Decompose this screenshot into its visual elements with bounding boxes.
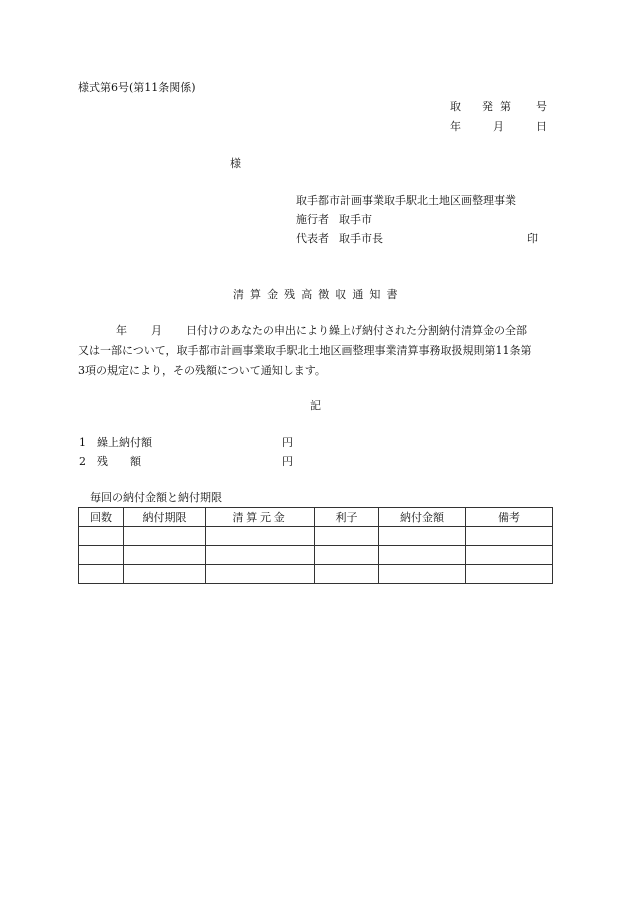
item-unit: 円 [282,455,293,468]
sender-executor [296,213,372,226]
sender-representative [296,232,383,245]
date-month: 月 [493,120,504,133]
schedule-caption: 毎回の納付金額と納付期限 [90,491,222,504]
body-line-3: 3項の規定により，その残額について通知します。 [78,364,326,377]
header-payment-deadline: 納付期限 [124,508,206,527]
item-label: 残 額 [97,455,141,468]
header-installment-count: 回数 [79,508,124,527]
table-cell [124,527,206,546]
item-number: 1 [79,436,86,449]
table-cell [466,546,553,565]
executor-name: 取手市 [339,213,372,226]
table-cell [206,527,315,546]
table-cell [379,546,466,565]
table-cell [315,565,379,584]
table-row [79,546,553,565]
table-cell [124,565,206,584]
body-line-1-text: 日付けのあなたの申出により繰上げ納付された分割納付清算金の全部 [186,324,527,337]
schedule-table [78,507,553,584]
issue-number-prefix: 取 [450,100,461,113]
body-line-1 [78,321,558,341]
table-row [79,527,553,546]
body-line-2: 又は一部について，取手都市計画事業取手駅北土地区画整理事業清算事務取扱規則第11条第 [78,344,532,357]
item-unit: 円 [282,436,293,449]
body-month: 月 [151,324,162,337]
table-cell [79,546,124,565]
document-title: 清算金残高徴収通知書 [233,288,404,301]
table-row [79,565,553,584]
table-cell [379,527,466,546]
body-year: 年 [116,324,127,337]
header-payment-amount: 納付金額 [379,508,466,527]
header-principal: 清算元金 [206,508,315,527]
header-remarks: 備考 [466,508,553,527]
date-year: 年 [450,120,461,133]
table-cell [124,546,206,565]
item-number: 2 [79,455,86,468]
table-cell [206,546,315,565]
executor-label: 施行者 [296,213,329,226]
table-cell [206,565,315,584]
issue-number-dai: 第 [500,100,511,113]
table-cell [79,565,124,584]
rep-name: 取手市長 [339,232,383,245]
table-cell [79,527,124,546]
table-cell [466,527,553,546]
table-header-row [79,508,553,527]
note-heading: 記 [310,399,321,412]
seal-mark: 印 [527,232,538,245]
table-cell [315,546,379,565]
form-label: 様式第6号(第11条関係) [78,81,196,94]
item-label: 繰上納付額 [97,436,152,449]
table-cell [315,527,379,546]
issue-number-hatsu: 発 [482,100,493,113]
header-interest: 利子 [315,508,379,527]
issue-number-go: 号 [536,100,547,113]
sender-project: 取手都市計画事業取手駅北土地区画整理事業 [296,194,516,207]
table-cell [379,565,466,584]
rep-label: 代表者 [296,232,329,245]
addressee-suffix: 様 [230,157,241,170]
table-cell [466,565,553,584]
date-day: 日 [536,120,547,133]
